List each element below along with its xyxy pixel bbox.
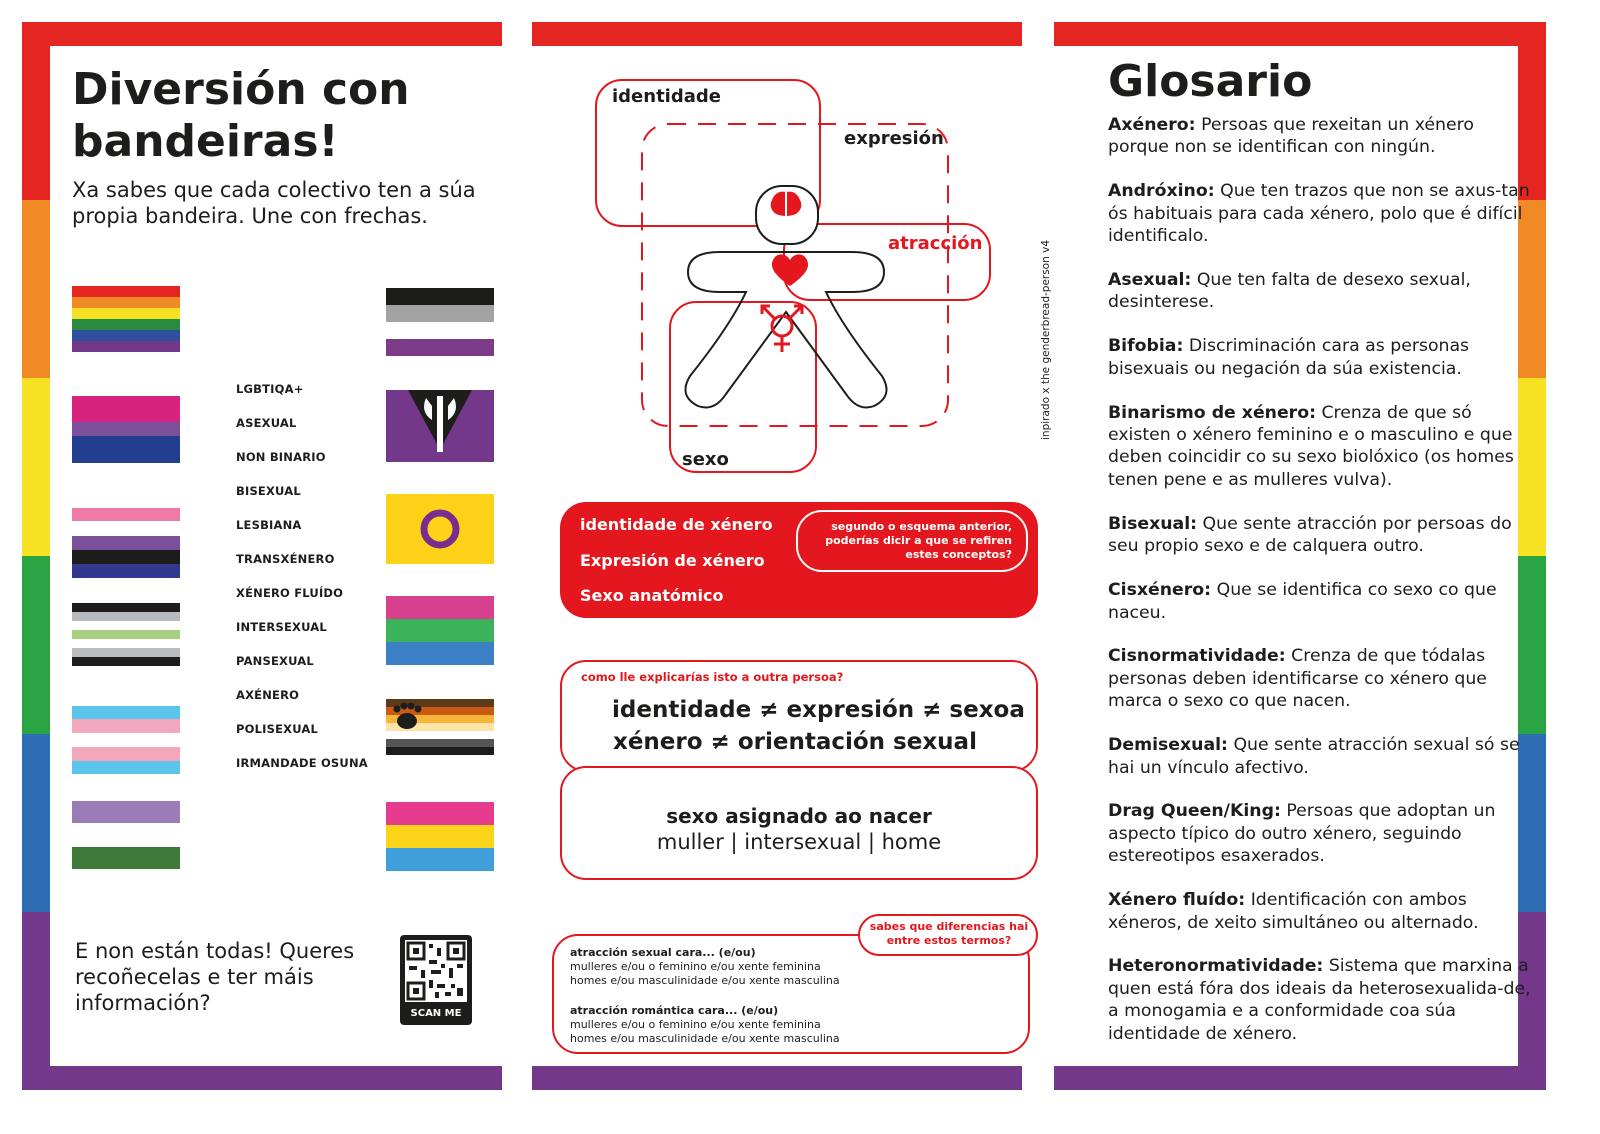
flag-polysexual <box>386 596 494 665</box>
attraction-question: sabes que diferencias hai entre estos termos? <box>869 920 1029 947</box>
glossary-term: Asexual: <box>1108 270 1192 291</box>
romantic-attraction-line: mulleres e/ou o feminino e/ou xente feminina <box>570 1018 821 1031</box>
glossary-entry <box>1108 645 1538 712</box>
assigned-sex-options: muller | intersexual | home <box>656 830 942 854</box>
flag-nonbinary-like <box>72 536 180 578</box>
explain-question: como lle explicarías isto a outra persoa? <box>581 670 844 684</box>
glossary-entry <box>1108 955 1538 1045</box>
flag-intersex <box>386 494 494 564</box>
concept-item: Expresión de xénero <box>580 551 765 570</box>
flag-label: POLISEXUAL <box>236 722 319 736</box>
glossary-term: Heteronormatividade: <box>1108 956 1324 977</box>
glossary-entry <box>1108 734 1538 779</box>
flag-label: TRANSXÉNERO <box>236 552 335 566</box>
diagram-label-atraccion: atracción <box>888 233 983 254</box>
glossary-term: Andróxino: <box>1108 181 1215 202</box>
glossary-definition: Identificación con ambos xéneros, de xeito simultáneo ou alternado. <box>1108 890 1479 933</box>
bottom-border-right <box>1054 1066 1544 1090</box>
concept-item: identidade de xénero <box>580 515 773 534</box>
glossary-term: Drag Queen/King: <box>1108 801 1281 822</box>
romantic-attraction-title: atracción romántica cara... (e/ou) <box>570 1004 779 1017</box>
flag-genderfluid-partial <box>72 508 180 521</box>
bottom-border-left <box>22 1066 502 1090</box>
flag-label: LESBIANA <box>236 518 302 532</box>
flag-label: LGBTIQA+ <box>236 382 304 396</box>
glossary-term: Binarismo de xénero: <box>1108 402 1316 423</box>
glossary-definition: Sistema que marxina a quen está fóra dos ideais da heterosexualida-de, a monogamia e a conformidade coa súa identidade de xénero. <box>1108 956 1531 1044</box>
glossary-term: Cisxénero: <box>1108 580 1212 601</box>
glossary-term: Bifobia: <box>1108 336 1184 357</box>
footer-question: E non están todas! Queres recoñecelas e ter máis información? <box>75 939 355 1015</box>
top-border-middle <box>532 22 1022 46</box>
labrys-icon <box>386 390 494 462</box>
identity-line: identidade ≠ expresión ≠ sexoa <box>612 697 1025 723</box>
romantic-attraction-line: homes e/ou masculinidade e/ou xente masculina <box>570 1032 840 1045</box>
flag-asexual <box>386 288 494 356</box>
assigned-sex-title: sexo asignado ao nacer <box>666 804 932 828</box>
flag-lgbtiqa <box>72 286 180 352</box>
flag-bisexual <box>72 396 180 463</box>
diagram-label-identidade: identidade <box>612 86 721 107</box>
flag-label: PANSEXUAL <box>236 654 314 668</box>
qr-code-icon <box>405 940 467 1002</box>
flag-agender <box>72 603 180 666</box>
glossary-term: Demisexual: <box>1108 735 1228 756</box>
glossary-term: Axénero: <box>1108 115 1196 135</box>
glossary-entry <box>1108 114 1538 159</box>
glossary-list <box>1108 114 1538 1067</box>
flag-pansexual <box>386 802 494 871</box>
glossary-definition: Que ten falta de desexo sexual, desinterese. <box>1108 270 1471 313</box>
flag-label: BISEXUAL <box>236 484 301 498</box>
qr-code[interactable] <box>400 935 472 1025</box>
glossary-title: Glosario <box>1108 56 1313 107</box>
glossary-entry <box>1108 889 1538 934</box>
flag-labrys-lesbian <box>386 390 494 462</box>
sexual-attraction-title: atracción sexual cara... (e/ou) <box>570 946 756 959</box>
glossary-definition: Que sente atracción sexual só se hai un vínculo afectivo. <box>1108 735 1520 778</box>
glossary-definition: Crenza de que só existen o xénero feminino e o masculino e que deben coincidir co su sexo biolóxico (os homes tenen pene e as mulleres vulva). <box>1108 402 1514 490</box>
flag-label: AXÉNERO <box>236 688 300 702</box>
glossary-definition: Persoas que adoptan un aspecto típico do outro xénero, seguindo estereotipos esaxerados. <box>1108 801 1496 867</box>
glossary-definition: Que ten trazos que non se axus-tan ós habituais para cada xénero, polo que é difícil identificalo. <box>1108 181 1530 247</box>
flag-bear-brotherhood <box>386 699 494 755</box>
glossary-definition: Discriminación cara as personas bisexuais ou negación da súa existencia. <box>1108 336 1470 379</box>
flag-transgender <box>72 706 180 774</box>
bottom-border-middle <box>532 1066 1022 1090</box>
glossary-entry <box>1108 579 1538 624</box>
glossary-entry <box>1108 800 1538 867</box>
glossary-entry <box>1108 180 1538 247</box>
sexual-attraction-line: mulleres e/ou o feminino e/ou xente feminina <box>570 960 821 973</box>
glossary-definition: Que sente atracción por persoas do seu propio sexo e de calquera outro. <box>1108 513 1512 557</box>
diagram-label-expresion: expresión <box>844 128 944 149</box>
glossary-term: Bisexual: <box>1108 513 1198 534</box>
flag-label: ASEXUAL <box>236 416 297 430</box>
intersex-ring-icon <box>386 494 494 564</box>
diagram-label-sexo: sexo <box>682 449 729 470</box>
concepts-box <box>560 502 1038 618</box>
glossary-definition: Crenza de que tódalas personas deben identificarse co xénero que marca o sexo co que nacen. <box>1108 646 1487 712</box>
flag-label: NON BINARIO <box>236 450 326 464</box>
top-border-left <box>22 22 502 46</box>
sexual-attraction-line: homes e/ou masculinidade e/ou xente masculina <box>570 974 840 987</box>
top-border-right <box>1054 22 1544 46</box>
glossary-entry <box>1108 335 1538 380</box>
concept-item: Sexo anatómico <box>580 586 724 605</box>
paw-icon <box>390 701 424 731</box>
glossary-term: Cisnormatividade: <box>1108 646 1286 667</box>
glossary-entry <box>1108 513 1538 558</box>
rainbow-border-left <box>22 22 50 1090</box>
concepts-question-bubble: segundo o esquema anterior, poderías dicir a que se refiren estes conceptos? <box>796 510 1028 572</box>
gender-orientation-line: xénero ≠ orientación sexual <box>613 729 977 755</box>
flag-lesbian-like <box>72 801 180 869</box>
glossary-entry <box>1108 402 1538 492</box>
flag-label: XÉNERO FLUÍDO <box>236 586 344 600</box>
glossary-definition: Persoas que rexeitan un xénero porque non se identifican con ningún. <box>1108 115 1474 158</box>
intro-text: Xa sabes que cada colectivo ten a súa propia bandeira. Une con frechas. <box>72 178 476 228</box>
flag-label: INTERSEXUAL <box>236 620 327 634</box>
glossary-term: Xénero fluído: <box>1108 890 1246 911</box>
qr-label: SCAN ME <box>410 1008 462 1019</box>
flag-label: IRMANDADE OSUNA <box>236 756 368 770</box>
page-title: Diversión con bandeiras! <box>72 64 410 167</box>
glossary-entry <box>1108 269 1538 314</box>
glossary-definition: Que se identifica co sexo co que naceu. <box>1108 580 1497 623</box>
diagram-credit: inpirado x the genderbread-person v4 <box>1040 240 1052 440</box>
